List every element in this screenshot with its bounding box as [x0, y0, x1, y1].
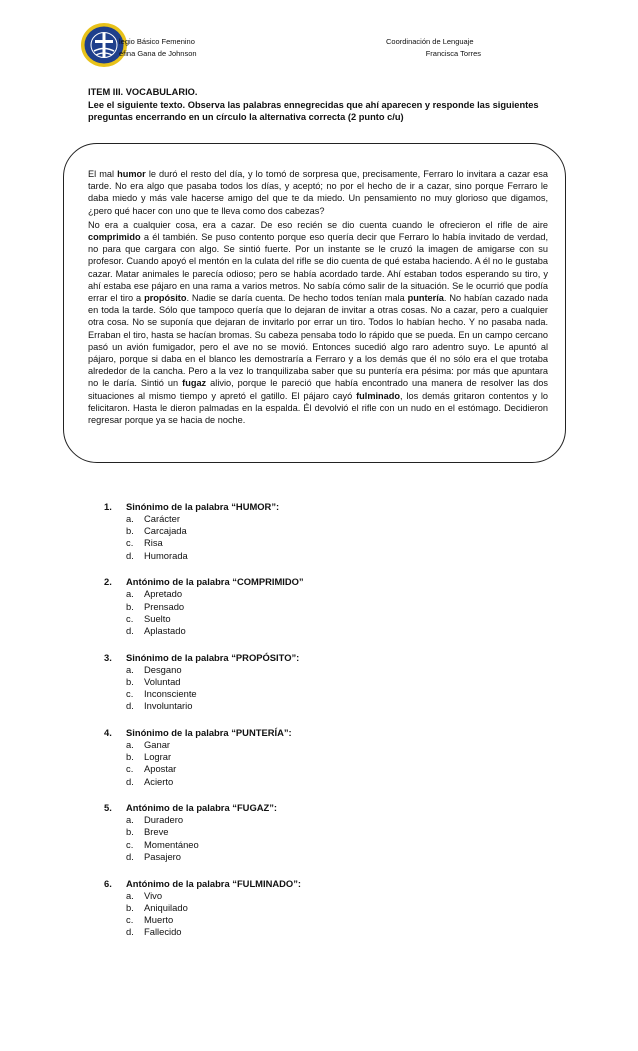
answer-option[interactable] [126, 826, 504, 838]
option-text: Desgano [144, 663, 182, 675]
question-text: Sinónimo de la palabra “PUNTERÍA”: [126, 726, 292, 738]
answer-option[interactable] [126, 537, 504, 549]
option-letter: d. [126, 549, 134, 561]
question-4 [104, 727, 504, 788]
option-letter: a. [126, 889, 134, 901]
option-text: Involuntario [144, 700, 193, 712]
option-letter: d. [126, 850, 134, 862]
option-letter: d. [126, 624, 134, 636]
option-letter: a. [126, 513, 134, 524]
option-text: Muerto [144, 913, 174, 925]
option-text: Aplastado [144, 624, 186, 636]
answer-option[interactable] [126, 525, 504, 537]
answer-option[interactable] [126, 513, 504, 525]
option-text: Prensado [144, 600, 185, 612]
option-letter: d. [126, 926, 134, 938]
answer-option[interactable] [126, 763, 504, 775]
answer-option[interactable] [126, 902, 504, 914]
reading-text-segment: . Nadie se daría cuenta. De hecho todos tenían mala [186, 293, 408, 304]
answer-option[interactable] [126, 664, 504, 676]
reading-text-segment: , los demás gritaron contentos y lo felicitaron. Hasta le dieron palmadas en la espalda. Él devolvió el rifle con un nudo en el estómago. Decidieron regresar porque ya se hacia de noche. [88, 390, 548, 426]
question-number: 3. [104, 651, 112, 663]
question-text: Antónimo de la palabra “COMPRIMIDO” [126, 576, 304, 588]
highlighted-word: comprimido [88, 232, 141, 243]
answer-option[interactable] [126, 890, 504, 902]
answer-option[interactable] [126, 851, 504, 863]
option-text: Vivo [144, 889, 163, 901]
option-text: Lograr [144, 751, 172, 763]
question-text: Sinónimo de la palabra “PROPÓSITO”: [126, 651, 300, 663]
item-heading [88, 86, 558, 124]
reading-paragraph-1 [88, 168, 548, 217]
answer-option[interactable] [126, 625, 504, 637]
option-text: Suelto [144, 612, 171, 624]
reading-text-segment: le duró el resto del día, y lo tomó de sorpresa que, precisamente, Ferraro lo invitara a cazar esa tarde. No era algo que pasaba todos los días, y aceptó; no por el hecho de ir a cazar, sino porque Ferraro le daba miedo y más vale hacerse amigo del que te da miedo. Un pensamiento no muy glorioso que digamos, ¿pero qué hacer con uno que te lleva como dos cabezas? [88, 169, 548, 216]
question-title [104, 501, 504, 513]
answer-option[interactable] [126, 739, 504, 751]
option-text: Ganar [144, 738, 171, 750]
school-line-2: efina Gana de Johnson [119, 49, 197, 58]
option-letter: b. [126, 525, 134, 537]
option-letter: b. [126, 826, 134, 838]
question-list [104, 501, 504, 953]
answer-option[interactable] [126, 613, 504, 625]
option-letter: a. [126, 738, 134, 750]
option-text: Aniquilado [144, 901, 188, 913]
question-text: Antónimo de la palabra “FULMINADO”: [126, 877, 302, 889]
question-2 [104, 576, 504, 637]
option-letter: d. [126, 775, 134, 787]
answer-options [104, 588, 504, 637]
reading-paragraph-2 [88, 219, 548, 426]
highlighted-word: puntería [407, 293, 444, 304]
answer-options [104, 814, 504, 863]
question-1 [104, 501, 504, 562]
question-3 [104, 652, 504, 713]
answer-option[interactable] [126, 700, 504, 712]
option-text: Carcajada [144, 525, 187, 537]
answer-option[interactable] [126, 676, 504, 688]
option-letter: c. [126, 913, 134, 925]
answer-option[interactable] [126, 814, 504, 826]
answer-option[interactable] [126, 688, 504, 700]
option-text: Breve [144, 826, 169, 838]
question-number: 2. [104, 576, 112, 588]
option-letter: a. [126, 588, 134, 600]
option-text: Apretado [144, 588, 183, 600]
option-text: Voluntad [144, 675, 181, 687]
option-text: Pasajero [144, 850, 182, 862]
option-letter: b. [126, 675, 134, 687]
coordination-line: Coordinación de Lenguaje [386, 37, 474, 46]
option-text: Acierto [144, 775, 174, 787]
option-letter: c. [126, 612, 134, 624]
option-text: Fallecido [144, 926, 182, 938]
option-text: Duradero [144, 814, 184, 826]
question-5 [104, 802, 504, 863]
reading-text-segment: . No habían cazado nada en toda la tarde. Sólo que tampoco quería que lo dejaran de invitar a otras cosas. No a cazar, pero a cualquier otra cosa. No se suponía que dejaran de invitarlo por errar un tiro. Todos lo habían hecho. Y no pasaba nada. Erraban el tiro, hasta se hacían bromas. Su cabeza pensaba todo lo rápido que se pueda. En un campo cercano pasó un avión fumigador, pero el ave no se movió. Entonces sucedió algo raro adentro suyo. Le apuntó al pájaro, porque si daba en el blanco les demostraría a Ferraro y a los demás que él no sólo era el que trotaba alrededor de la cancha. Pero a la vez lo tranquilizaba saber que su puntería era pésima: por más que apuntara no le daría. Sintió un [88, 293, 548, 389]
teacher-name: Francisca Torres [425, 49, 481, 58]
reading-text-segment: El mal [88, 169, 118, 179]
question-text: Sinónimo de la palabra “HUMOR”: [126, 501, 280, 512]
reading-text-segment: alivio, porque le pareció que había encontrado una manera de resolver las dos situaciones al mismo tiempo y apretó el gatillo. El pájaro cayó [88, 378, 548, 401]
highlighted-word: humor [117, 169, 146, 179]
highlighted-word: fulminado [356, 390, 400, 401]
answer-option[interactable] [126, 839, 504, 851]
answer-options [104, 513, 504, 562]
coordination-info [386, 36, 481, 60]
item-title: ITEM III. VOCABULARIO. [88, 87, 198, 97]
reading-text-segment: No era a cualquier cosa, era a cazar. De eso recién se dio cuenta cuando le ofrecieron el rifle de aire [88, 219, 548, 230]
item-instructions: Lee el siguiente texto. Observa las palabras ennegrecidas que ahí aparecen y responde las siguientes preguntas encerrando en un círculo la alternativa correcta (2 punto c/u) [88, 99, 539, 122]
option-text: Humorada [144, 549, 188, 561]
option-text: Carácter [144, 513, 180, 524]
option-text: Momentáneo [144, 838, 199, 850]
option-text: Inconsciente [144, 688, 197, 700]
option-letter: a. [126, 814, 134, 826]
option-text: Risa [144, 537, 163, 549]
option-letter: d. [126, 700, 134, 712]
option-letter: b. [126, 751, 134, 763]
answer-option[interactable] [126, 914, 504, 926]
highlighted-word: propósito [144, 293, 187, 304]
question-title [104, 727, 504, 739]
option-letter: c. [126, 763, 134, 775]
answer-option[interactable] [126, 550, 504, 562]
highlighted-word: fugaz [182, 378, 207, 389]
answer-option[interactable] [126, 776, 504, 788]
reading-text-segment: a él también. Se puso contento porque eso quería decir que Ferraro lo había invitado de verdad, no para que cargara con algo. Se sintió fuerte. Por un instante se le cruzó la imagen de amigarse con su profesor. Cuando apoyó el mentón en la culata del rifle se dio cuenta de qué estaba haciendo. A él no le gustaba cazar. Matar animales le parecía odioso; pero se había acordado tarde. Ahí estaban todos esperando su tiro, y ahí estaba ese pájaro en una rama a varios metros. No sabía cómo salir de la situación. Se le ocurrió que podía errar el tiro a [88, 232, 548, 304]
answer-option[interactable] [126, 926, 504, 938]
question-number: 5. [104, 802, 112, 814]
question-text: Antónimo de la palabra “FUGAZ”: [126, 802, 278, 814]
option-text: Apostar [144, 763, 177, 775]
question-number: 1. [104, 501, 112, 512]
option-letter: c. [126, 838, 134, 850]
option-letter: b. [126, 600, 134, 612]
option-letter: a. [126, 663, 134, 675]
question-title [104, 802, 504, 814]
question-number: 6. [104, 877, 112, 889]
school-name [119, 36, 197, 60]
answer-options [104, 890, 504, 939]
question-number: 4. [104, 726, 112, 738]
question-title [104, 576, 504, 588]
question-title [104, 878, 504, 890]
option-letter: c. [126, 537, 134, 549]
answer-options [104, 739, 504, 788]
answer-option[interactable] [126, 588, 504, 600]
answer-option[interactable] [126, 751, 504, 763]
question-title [104, 652, 504, 664]
option-letter: b. [126, 901, 134, 913]
option-letter: c. [126, 688, 134, 700]
answer-options [104, 664, 504, 713]
school-line-1: legio Básico Femenino [119, 37, 195, 46]
answer-option[interactable] [126, 601, 504, 613]
reading-text [88, 168, 548, 428]
question-6 [104, 878, 504, 939]
